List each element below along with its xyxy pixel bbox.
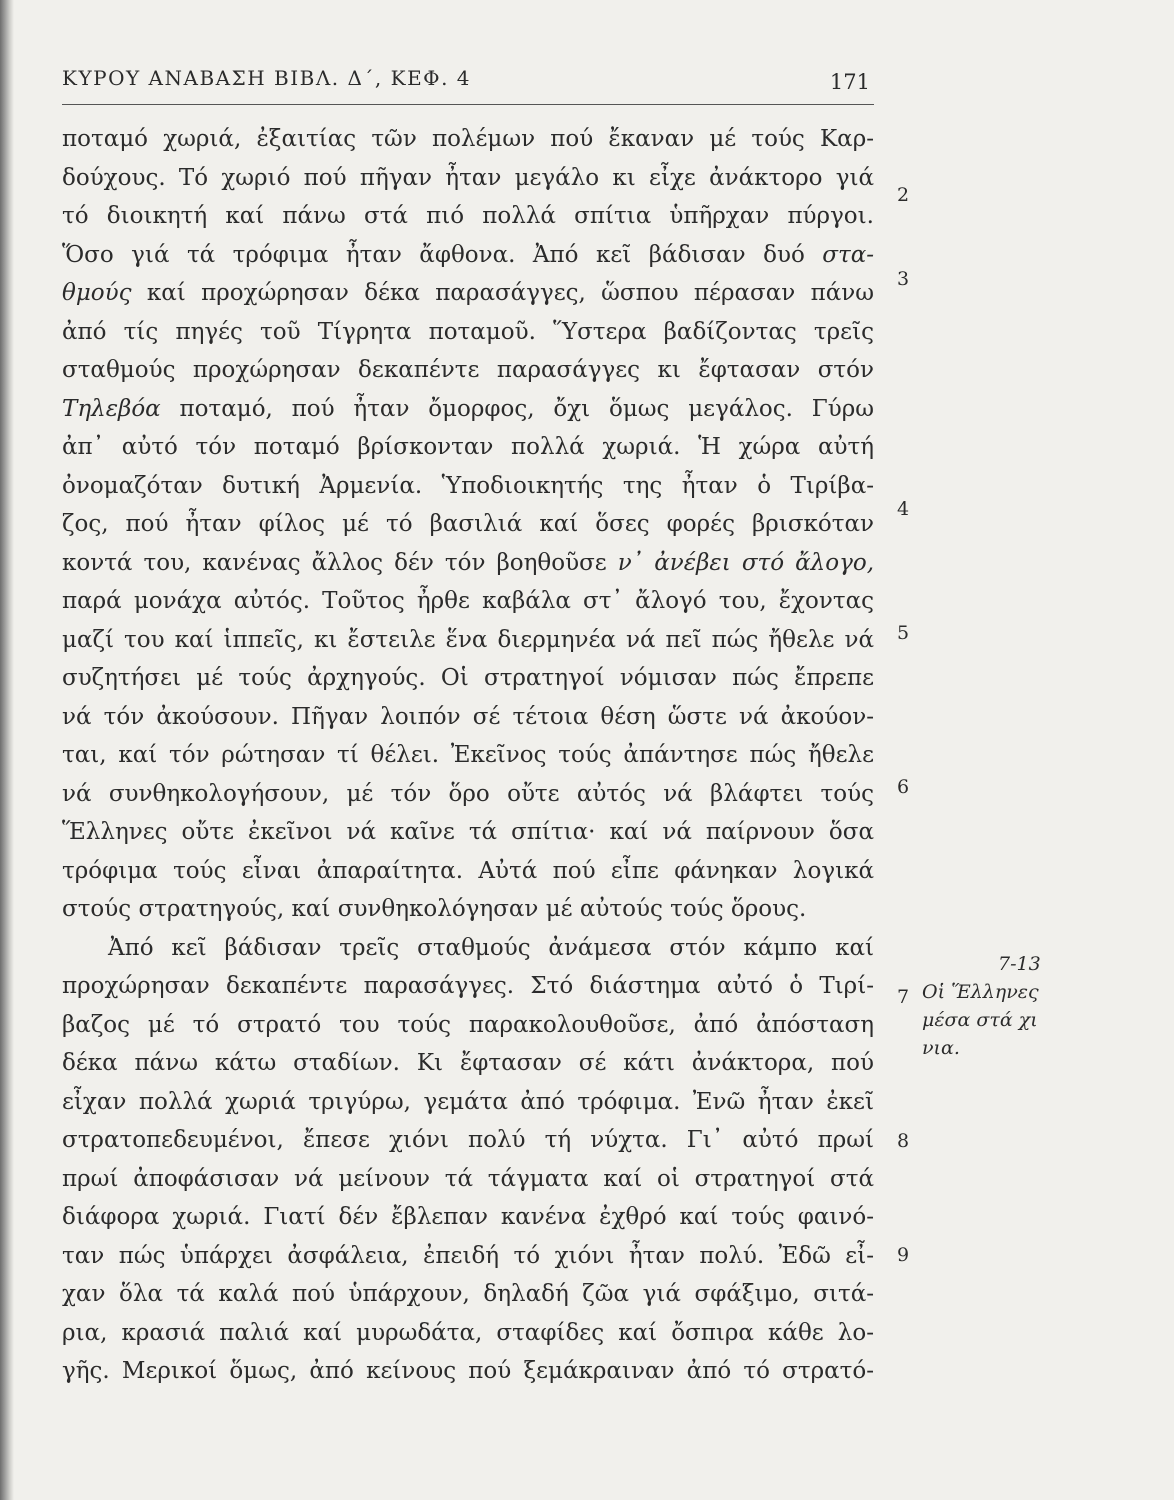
text-line: Ἕλληνες οὔτε ἐκεῖνοι νά καῖνε τά σπίτια· καί νά παίρνουν ὅσα xyxy=(62,819,874,845)
section-number: 9 xyxy=(897,1244,910,1266)
text-line: Ὅσο γιά τά τρόφιμα ἦταν ἄφθονα. Ἀπό κεῖ βάδισαν δυό στα- xyxy=(62,241,874,268)
running-header xyxy=(62,60,874,105)
text-line: νά συνθηκολογήσουν, μέ τόν ὅρο οὔτε αὐτός νά βλάφτει τούς xyxy=(62,780,874,807)
text-line: ἀπό τίς πηγές τοῦ Τίγρητα ποταμοῦ. Ὕστερα βαδίζοντας τρεῖς xyxy=(62,318,874,345)
text-line: διάφορα χωριά. Γιατί δέν ἔβλεπαν κανένα ἐχθρό καί τούς φαινό- xyxy=(62,1204,874,1230)
text-line: Τηλεβόα ποταμό, πού ἦταν ὄμορφος, ὄχι ὅμως μεγάλος. Γύρω xyxy=(62,395,874,422)
text-line: παρά μονάχα αὐτός. Τοῦτος ἦρθε καβάλα στ᾿ ἄλογό του, ἔχοντας xyxy=(62,588,874,614)
text-line: ὀνομαζόταν δυτική Ἀρμενία. Ὑποδιοικητής της ἦταν ὁ Τιρίβα- xyxy=(62,472,874,499)
page-number: 171 xyxy=(829,70,870,94)
text-line: στούς στρατηγούς, καί συνθηκολόγησαν μέ αὐτούς τούς ὅρους. xyxy=(62,896,807,922)
section-number: 6 xyxy=(897,776,910,798)
body-text xyxy=(62,120,874,1391)
text-line: δούχους. Τό χωριό πού πῆγαν ἦταν μεγάλο κι εἶχε ἀνάκτορο γιά xyxy=(62,164,874,191)
text-line: ζος, πού ἦταν φίλος μέ τό βασιλιά καί ὅσες φορές βρισκόταν xyxy=(62,511,874,537)
text-line: τρόφιμα τούς εἶναι ἀπαραίτητα. Αὐτά πού εἶπε φάνηκαν λογικά xyxy=(62,857,874,884)
margin-note-range: 7-13 xyxy=(998,953,1041,975)
text-line: πρωί ἀποφάσισαν νά μείνουν τά τάγματα καί οἱ στρατηγοί στά xyxy=(62,1165,874,1192)
text-line: ρια, κρασιά παλιά καί μυρωδάτα, σταφίδες καί ὄσπιρα κάθε λο- xyxy=(62,1319,874,1346)
text-line: σταθμούς προχώρησαν δεκαπέντε παρασάγγες κι ἔφτασαν στόν xyxy=(62,357,874,383)
text-line: χαν ὅλα τά καλά πού ὑπάρχουν, δηλαδή ζῶα γιά σφάξιμο, σιτά- xyxy=(62,1281,874,1307)
margin-note xyxy=(922,950,1174,1062)
section-number: 3 xyxy=(897,268,910,290)
text-line: στρατοπεδευμένοι, ἔπεσε χιόνι πολύ τή νύχτα. Γι᾿ αὐτό πρωί xyxy=(62,1127,874,1153)
section-number: 4 xyxy=(897,498,910,520)
section-number: 8 xyxy=(897,1130,910,1152)
margin-note-line: Οἱ Ἕλληνες xyxy=(922,981,1039,1003)
text-line: θμούς καί προχώρησαν δέκα παρασάγγες, ὥσπου πέρασαν πάνω xyxy=(62,280,874,306)
text-line: τό διοικητή καί πάνω στά πιό πολλά σπίτια ὑπῆρχαν πύργοι. xyxy=(62,203,874,229)
section-number: 7 xyxy=(897,986,910,1008)
text-line: μαζί του καί ἱππεῖς, κι ἔστειλε ἕνα διερμηνέα νά πεῖ πώς ἤθελε νά xyxy=(62,626,874,653)
text-line: ποταμό χωριά, ἐξαιτίας τῶν πολέμων πού ἔκαναν μέ τούς Καρ- xyxy=(62,126,874,152)
text-line: εἶχαν πολλά χωριά τριγύρω, γεμάτα ἀπό τρόφιμα. Ἐνῶ ἦταν ἐκεῖ xyxy=(62,1088,874,1115)
margin-note-line: μέσα στά χι xyxy=(922,1009,1038,1031)
text-line: συζητήσει μέ τούς ἀρχηγούς. Οἱ στρατηγοί νόμισαν πώς ἔπρεπε xyxy=(62,665,874,691)
margin-note-line: νια. xyxy=(922,1037,960,1059)
text-line: γῆς. Μερικοί ὅμως, ἀπό κείνους πού ξεμάκραιναν ἀπό τό στρατό- xyxy=(62,1358,874,1384)
text-line: κοντά του, κανένας ἄλλος δέν τόν βοηθοῦσε ν᾿ ἀνέβει στό ἄλογο, xyxy=(62,549,874,576)
text-line: νά τόν ἀκούσουν. Πῆγαν λοιπόν σέ τέτοια θέση ὥστε νά ἀκούον- xyxy=(62,703,874,730)
text-line: προχώρησαν δεκαπέντε παρασάγγες. Στό διάστημα αὐτό ὁ Τιρί- xyxy=(62,973,874,999)
text-line: ταν πώς ὑπάρχει ἀσφάλεια, ἐπειδή τό χιόνι ἦταν πολύ. Ἐδῶ εἶ- xyxy=(62,1242,874,1269)
section-number: 2 xyxy=(897,184,910,206)
text-line: Ἀπό κεῖ βάδισαν τρεῖς σταθμούς ἀνάμεσα στόν κάμπο καί xyxy=(108,934,874,961)
text-line: ἀπ᾿ αὐτό τόν ποταμό βρίσκονταν πολλά χωριά. Ἡ χώρα αὐτή xyxy=(62,434,874,460)
text-line: δέκα πάνω κάτω σταδίων. Κι ἔφτασαν σέ κάτι ἀνάκτορα, πού xyxy=(62,1050,874,1076)
scanned-page-edge xyxy=(0,0,14,1500)
text-line: ται, καί τόν ρώτησαν τί θέλει. Ἐκεῖνος τούς ἀπάντησε πώς ἤθελε xyxy=(62,742,874,768)
section-number: 5 xyxy=(897,622,910,644)
text-line: βαζος μέ τό στρατό του τούς παρακολουθοῦσε, ἀπό ἀπόσταση xyxy=(62,1011,874,1038)
running-title: ΚΥΡΟΥ ΑΝΑΒΑΣΗ ΒΙΒΛ. Δ΄, ΚΕΦ. 4 xyxy=(62,66,472,90)
